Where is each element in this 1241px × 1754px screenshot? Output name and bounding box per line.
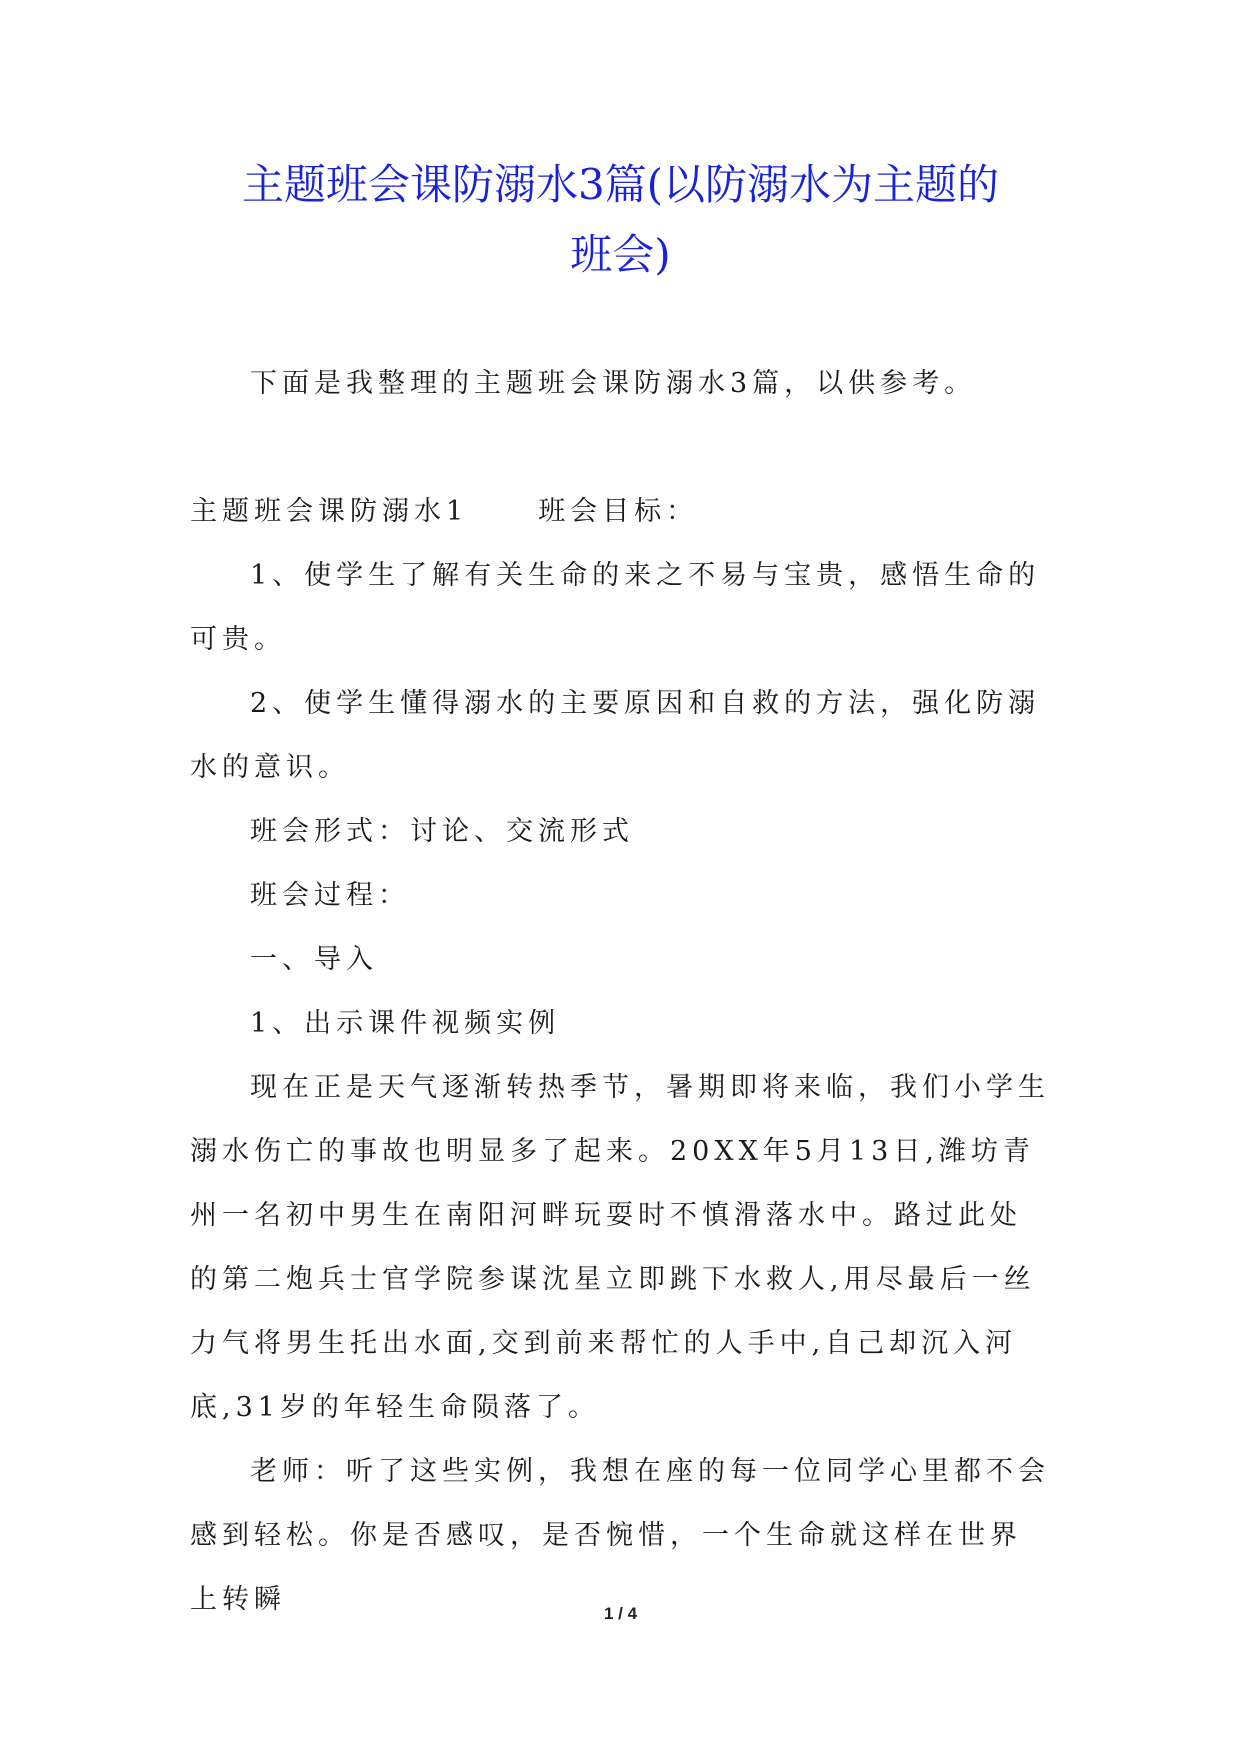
show-video-item: 1、出示课件视频实例	[250, 1008, 561, 1039]
page-number: 1 / 4	[603, 1604, 638, 1623]
goal-item-2: 2、使学生懂得溺水的主要原因和自救的方法，强化防溺水的意识。	[190, 688, 1041, 783]
class-process-heading: 班会过程：	[250, 880, 410, 911]
section-goal-label: 班会目标：	[538, 496, 699, 527]
section-intro-heading: 一、导入	[250, 944, 378, 975]
body-content	[190, 544, 1052, 1632]
section-heading-line	[190, 480, 698, 544]
teacher-paragraph: 老师：听了这些实例，我想在座的每一位同学心里都不会感到轻松。你是否感叹，是否惋惜，一个生命就这样在世界上转瞬	[190, 1456, 1050, 1615]
title-line-1: 主题班会课防溺水3篇(以防溺水为主题的	[241, 160, 1000, 209]
intro-paragraph: 下面是我整理的主题班会课防溺水3篇，以供参考。	[250, 368, 977, 399]
document-title	[0, 150, 1241, 290]
goal-item-1: 1、使学生了解有关生命的来之不易与宝贵，感悟生命的可贵。	[190, 560, 1041, 655]
title-line-2: 班会)	[570, 230, 671, 279]
section-heading: 主题班会课防溺水1	[190, 496, 469, 527]
class-format: 班会形式：讨论、交流形式	[250, 816, 634, 847]
case-paragraph: 现在正是天气逐渐转热季节，暑期即将来临，我们小学生溺水伤亡的事故也明显多了起来。20XX年5月13日,潍坊青州一名初中男生在南阳河畔玩耍时不慎滑落水中。路过此处的第二炮兵士官学院参谋沈星立即跳下水救人,用尽最后一丝力气将男生托出水面,交到前来帮忙的人手中,自己却沉入河底,31岁的年轻生命陨落了。	[190, 1072, 1050, 1423]
